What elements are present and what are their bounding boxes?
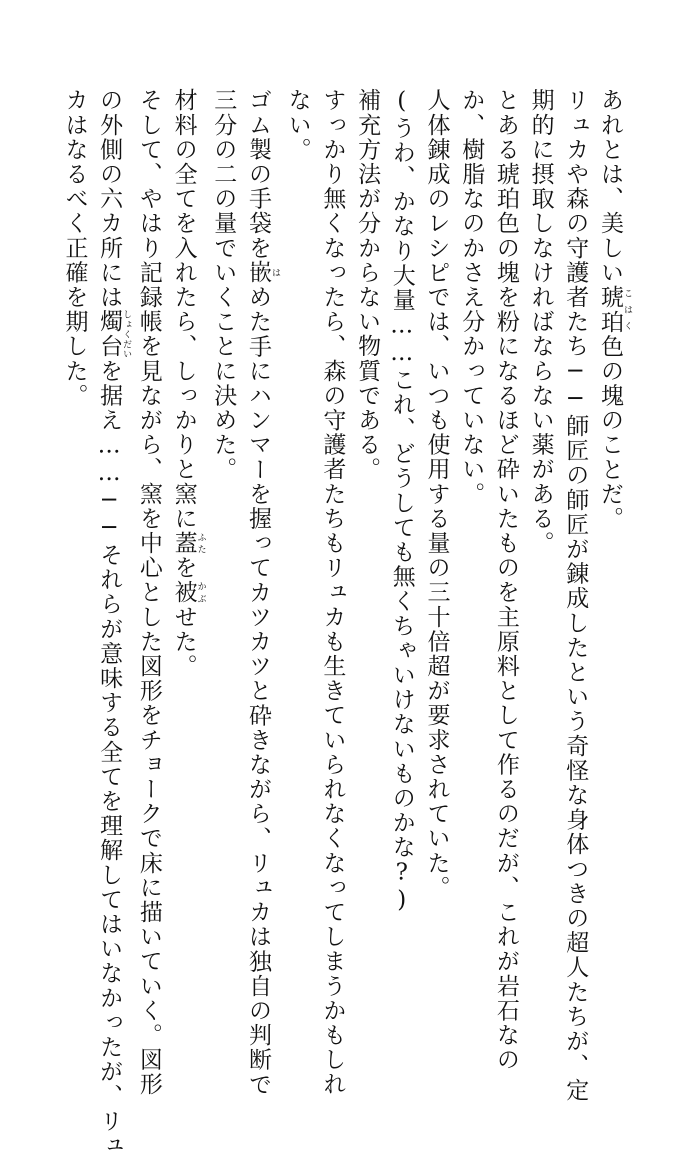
text-line: (うわ、かなり大量……これ、どうしても無くちゃいけないものかな?)	[388, 88, 415, 915]
furigana: ふた	[195, 530, 206, 556]
vertical-text-body	[57, 88, 632, 1158]
ruby-annotated-word	[170, 580, 206, 605]
text-segment: の外側の六カ所には	[96, 88, 123, 310]
text-line	[240, 88, 280, 1097]
text-line: とある琥珀色の塊を粉になるほど砕いたものを主原料として作るのだが、これが岩石なの	[492, 88, 519, 1072]
ruby-annotated-word	[96, 309, 132, 359]
furigana: こはく	[622, 284, 632, 334]
text-line: か、樹脂なのかさえ分かっていない。	[458, 88, 485, 507]
text-line: そして、やはり記録帳を見ながら、窯を中心とした図形をチョークで床に描いていく。図形	[135, 88, 162, 1097]
text-line: 補充方法が分からない物質である。	[354, 88, 381, 482]
text-segment: を据え……──それらが意味する全てを理解してはいなかったが、リュ	[96, 358, 123, 1158]
text-line: 三分の二の量でいくことに決めた。	[210, 88, 237, 482]
text-segment: 色の塊のことだ。	[597, 334, 623, 531]
text-segment: を	[170, 555, 197, 581]
text-segment: めた手にハンマーを握ってカツカツと砕きながら、リュカは独自の判断で	[244, 284, 271, 1097]
furigana: かぶ	[195, 580, 206, 605]
text-segment: あれとは、美しい	[597, 88, 623, 285]
ruby-base: 蓋	[170, 530, 197, 556]
text-line: カはなるべく正確を期した。	[61, 88, 88, 408]
text-line: 期的に摂取しなければならない薬がある。	[527, 88, 554, 556]
furigana: は	[269, 260, 280, 285]
text-line: リュカや森の守護者たち──師匠の師匠が錬成したという奇怪な身体つきの超人たちが、定	[562, 88, 589, 1103]
ruby-annotated-word	[244, 260, 280, 285]
ruby-base: 被	[170, 580, 197, 605]
text-segment: せた。	[170, 604, 197, 679]
furigana: しょくだい	[121, 309, 132, 359]
text-line	[592, 88, 632, 998]
ruby-base: 燭台	[96, 309, 123, 359]
ruby-base: 琥珀	[597, 284, 623, 335]
text-line: 人体錬成のレシピでは、いつも使用する量の三十倍超が要求されていた。	[423, 88, 450, 900]
text-line	[166, 88, 206, 998]
text-line: ない。	[284, 88, 311, 162]
text-segment: 材料の全てを入れたら、しっかりと窯に	[170, 88, 197, 531]
ruby-annotated-word	[170, 530, 206, 556]
ruby-base: 嵌	[244, 260, 271, 285]
text-line: すっかり無くなったら、森の守護者たちもリュカも生きていられなくなってしまうかもしれ	[319, 88, 346, 1097]
ruby-annotated-word	[597, 284, 632, 335]
text-line	[91, 88, 132, 1158]
text-segment: ゴム製の手袋を	[244, 88, 271, 261]
